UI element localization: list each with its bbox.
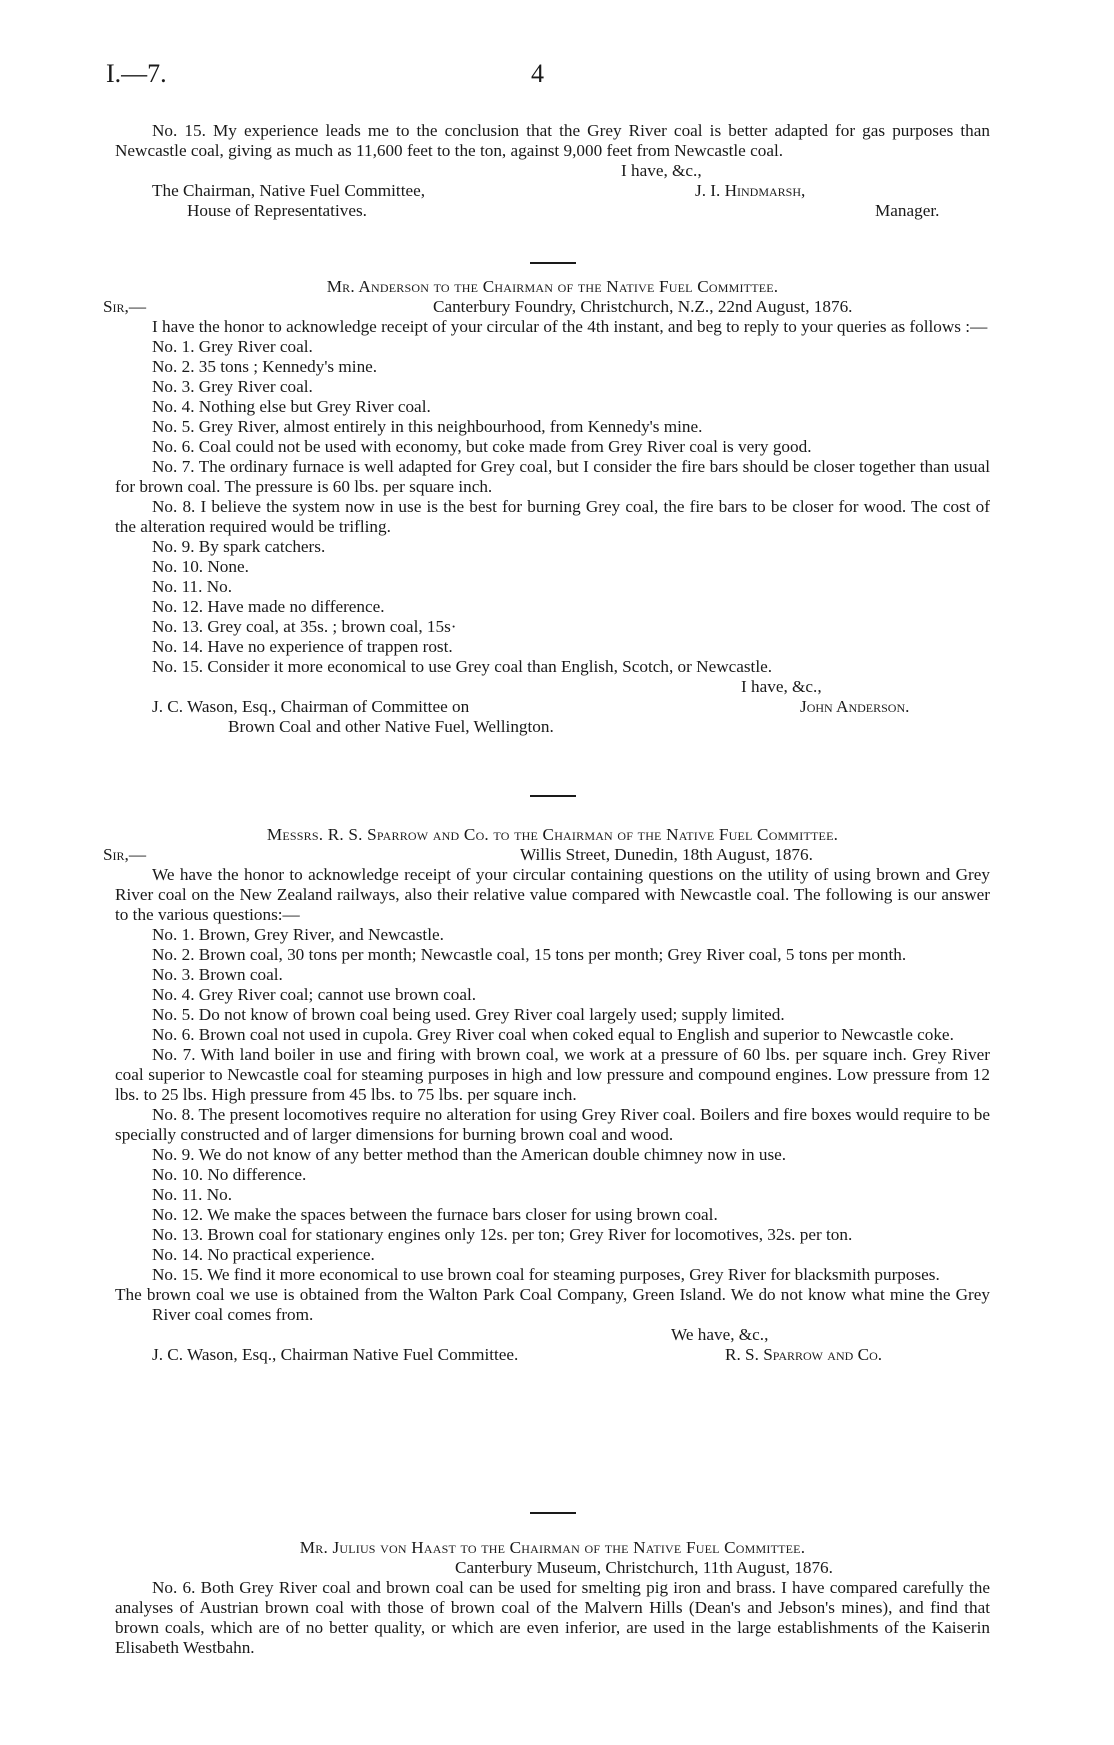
closing-text: We have, &c., [671,1325,769,1344]
closing-row [115,677,990,697]
addressee-row [115,201,990,221]
answer-paragraph: No. 15. My experience leads me to the conclusion that the Grey River coal is better adapted for gas purposes than Newcastle coal, giving as much as 11,600 feet to the ton, against 9,000 feet from Newcastle coal. [115,121,990,160]
dateline-row [115,1558,990,1578]
letter-heading: Mr. Julius von Haast to the Chairman of the Native Fuel Committee. [299,1538,806,1557]
dateline: Canterbury Foundry, Christchurch, N.Z., 22nd August, 1876. [433,297,853,316]
signatory: John Anderson. [800,697,910,716]
section-divider [115,1512,990,1514]
answer-paragraph: No. 6. Both Grey River coal and brown coal can be used for smelting pig iron and brass. I have compared carefully the analyses of Austrian brown coal with those of brown coal of the Malvern Hills (Dean's and Jebson's mines), and find that brown coals, which are of no better quality, or which are even inferior, are used in the large establishments of the Kaiserin Elisabeth Westbahn. [115,1578,990,1657]
dateline: Canterbury Museum, Christchurch, 11th August, 1876. [455,1558,833,1577]
answer-item: No. 12. We make the spaces between the furnace bars closer for using brown coal. [152,1205,718,1224]
anderson-letter [103,277,990,737]
answer-item: No. 8. The present locomotives require no alteration for using Grey River coal. Boilers and fire boxes would require to be specially constructed and of larger dimensions for burning brown coal and wood. [115,1105,990,1144]
addressee-row [115,1345,990,1365]
haast-letter [115,1538,990,1658]
answer-item: No. 1. Brown, Grey River, and Newcastle. [152,925,444,944]
answer-item: No. 13. Brown coal for stationary engines only 12s. per ton; Grey River for locomotives, 32s. per ton. [152,1225,853,1244]
salutation: Sir,— [103,845,147,864]
closing-row [115,1325,990,1345]
answer-item: No. 15. We find it more economical to use brown coal for steaming purposes, Grey River for blacksmith purposes. [152,1265,940,1284]
salutation: Sir,— [103,297,147,316]
answer-item: No. 14. Have no experience of trappen rost. [152,637,453,656]
answer-item: No. 14. No practical experience. [152,1245,375,1264]
signatory-title: Manager. [875,201,940,220]
closing-text: I have, &c., [621,161,702,180]
letter-heading: Mr. Anderson to the Chairman of the Native Fuel Committee. [326,277,779,296]
addressee-row [115,181,990,201]
closing-text: I have, &c., [741,677,822,696]
answer-item: No. 1. Grey River coal. [152,337,313,356]
addressee-line: J. C. Wason, Esq., Chairman Native Fuel Committee. [152,1345,519,1364]
closing-row [115,161,990,181]
section-divider [115,795,990,797]
section-divider [115,262,990,264]
signatory: J. I. Hindmarsh, [695,181,806,200]
answer-item: No. 5. Grey River, almost entirely in this neighbourhood, from Kennedy's mine. [152,417,703,436]
signatory: R. S. Sparrow and Co. [725,1345,883,1364]
addressee-row [115,717,990,737]
addressee-row [115,697,990,717]
answer-item: No. 6. Coal could not be used with economy, but coke made from Grey River coal is very good. [152,437,812,456]
answer-item: No. 9. We do not know of any better method than the American double chimney now in use. [152,1145,787,1164]
answer-item: No. 11. No. [152,577,233,596]
answer-item: No. 13. Grey coal, at 35s. ; brown coal, 15s· [152,617,457,636]
addressee-line: The Chairman, Native Fuel Committee, [152,181,426,200]
addressee-line: J. C. Wason, Esq., Chairman of Committee on [152,697,470,716]
answer-item: No. 7. The ordinary furnace is well adapted for Grey coal, but I consider the fire bars should be closer together than usual for brown coal. The pressure is 60 lbs. per square inch. [115,457,990,496]
answer-item: No. 6. Brown coal not used in cupola. Grey River coal when coked equal to English and superior to Newcastle coke. [152,1025,954,1044]
answer-item: No. 2. Brown coal, 30 tons per month; Newcastle coal, 15 tons per month; Grey River coal, 5 tons per month. [152,945,907,964]
answer-item: No. 4. Grey River coal; cannot use brown coal. [152,985,477,1004]
answer-item: No. 9. By spark catchers. [152,537,326,556]
addressee-line: House of Representatives. [187,201,367,220]
sparrow-letter [103,825,990,1365]
letter-heading: Messrs. R. S. Sparrow and Co. to the Chairman of the Native Fuel Committee. [266,825,839,844]
answer-item: No. 7. With land boiler in use and firing with brown coal, we work at a pressure of 60 lbs. per square inch. Grey River coal superior to Newcastle coal for steaming purposes in high and low pressure and compound engines. Low pressure from 12 lbs. to 25 lbs. High pressure from 45 lbs. to 75 lbs. per square inch. [115,1045,990,1104]
letter-intro: I have the honor to acknowledge receipt of your circular of the 4th instant, and beg to reply to your queries as follows :— [152,317,988,336]
answer-item: No. 10. None. [152,557,249,576]
answer-item: No. 11. No. [152,1185,233,1204]
answer-item: No. 12. Have made no difference. [152,597,385,616]
page-header [106,59,1006,94]
salutation-row [103,297,990,317]
answer-item: No. 15. Consider it more economical to use Grey coal than English, Scotch, or Newcastle. [152,657,773,676]
letter-intro: We have the honor to acknowledge receipt of your circular containing questions on the utility of using brown and Grey River coal on the New Zealand railways, also their relative value compared with Newcastle coal. The following is our answer to the various questions:— [115,865,990,924]
letter-note: The brown coal we use is obtained from the Walton Park Coal Company, Green Island. We do not know what mine the Grey River coal comes from. [115,1285,990,1324]
answer-item: No. 5. Do not know of brown coal being used. Grey River coal largely used; supply limited. [152,1005,785,1024]
answer-item: No. 4. Nothing else but Grey River coal. [152,397,431,416]
salutation-row [103,845,990,865]
page-number: 4 [531,59,544,88]
answer-item: No. 8. I believe the system now in use is the best for burning Grey coal, the fire bars to be closer for wood. The cost of the alteration required would be trifling. [115,497,990,536]
addressee-line: Brown Coal and other Native Fuel, Wellington. [228,717,554,736]
continued-letter [115,121,990,221]
answer-item: No. 10. No difference. [152,1165,307,1184]
page-reference: I.—7. [106,59,167,88]
answer-item: No. 2. 35 tons ; Kennedy's mine. [152,357,378,376]
answer-item: No. 3. Brown coal. [152,965,283,984]
answer-item: No. 3. Grey River coal. [152,377,313,396]
dateline: Willis Street, Dunedin, 18th August, 1876. [520,845,813,864]
